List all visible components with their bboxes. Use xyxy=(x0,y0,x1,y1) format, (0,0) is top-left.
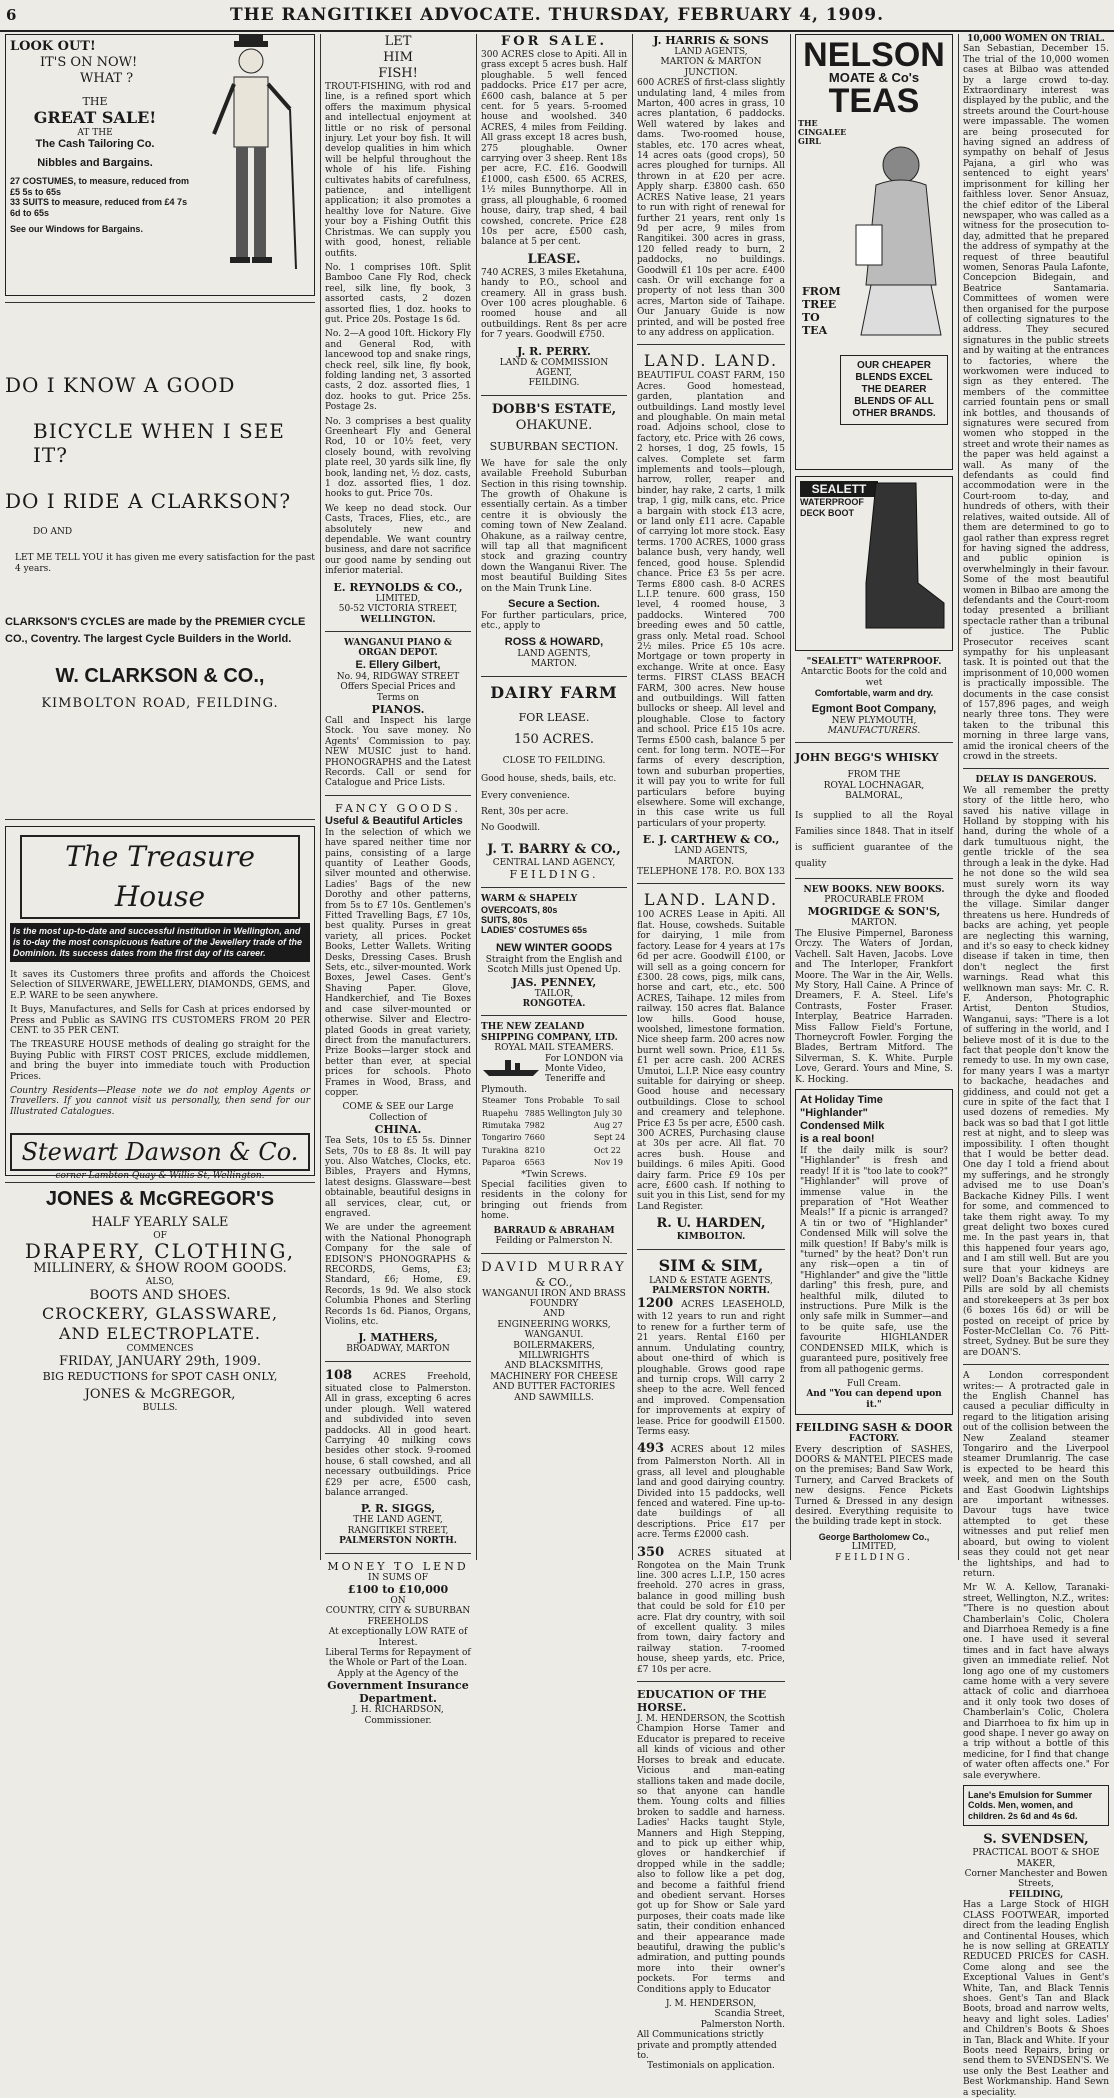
outfit-no3: No. 3 comprises a best quality Greenheart Fly and General Rod, 10 or 10½ feet, very closely bound, with revolving plate reel, 30 yards silk line, fly book, landing net, ½ doz. casts, 1 doz. assorted flies, 1 doz. hooks to gut. Price 70s. xyxy=(325,416,471,500)
useful-articles: Useful & Beautiful Articles xyxy=(325,814,463,827)
suburban-section: SUBURBAN SECTION. xyxy=(489,439,619,453)
tea-girl-illustration-icon xyxy=(846,135,956,335)
ross-town: MARTON. xyxy=(531,659,577,670)
bike-line-3: DO I RIDE A CLARKSON? xyxy=(5,489,292,513)
commences: COMMENCES xyxy=(126,1343,194,1354)
costumes-offer: 27 COSTUMES, to measure, reduced from £5 5s to 65s xyxy=(10,176,190,197)
millinery: MILLINERY, & SHOW ROOM GOODS. xyxy=(33,1261,287,1277)
ship-port xyxy=(546,1132,592,1144)
come-see: COME & SEE our Large Collection of xyxy=(342,1102,454,1123)
table-row xyxy=(481,1108,627,1120)
ship-tons: 7660 xyxy=(524,1133,545,1143)
sash-factory: FACTORY. xyxy=(848,1434,900,1445)
svendsen-corner: Corner Manchester and Bowen Streets, xyxy=(964,1869,1108,1890)
svendsen-town: FEILDING, xyxy=(1008,1889,1064,1900)
svendsen-trade: PRACTICAL BOOT & SHOE MAKER, xyxy=(972,1848,1100,1869)
harris-loc: MARTON & MARTON JUNCTION. xyxy=(660,57,762,78)
sailing-header xyxy=(481,1095,627,1107)
dobbs-text: We have for sale the only available Freehold Suburban Section in this rising township. The growth of Ohakune is essentially certain. As a timber centre it is obviously the coming town of New Zealand. Ohakune, as a railway centre, will tap all that magnificent stock and grazing country down the Wanganui River. The most beautiful Building Sites on the Main Trunk Line. xyxy=(481,458,627,594)
royal-mail: ROYAL MAIL STEAMERS. xyxy=(494,1043,614,1054)
suits-80s: SUITS, 80s xyxy=(481,914,528,925)
jones-mcgregor-ad xyxy=(5,1189,315,1414)
sailing-table xyxy=(481,1095,627,1169)
boots-shoes: BOOTS AND SHOES. xyxy=(89,1287,231,1303)
ship-date: Nov 19 xyxy=(593,1158,623,1168)
ohakune: OHAKUNE. xyxy=(515,417,593,433)
steamer-icon xyxy=(481,1054,541,1078)
special-facilities: Special facilities given to residents in the colony for bringing out friends from home. xyxy=(481,1180,627,1222)
ship-date: Sept 24 xyxy=(593,1133,626,1143)
harris-sub: LAND AGENTS, xyxy=(674,47,748,57)
london-text: A London correspondent writes:— A protracted gale in the English Channel has caused a peculiar difficulty in regard to the litigation arising out of the collision between the New Zealand steamer Tongariro and the Liverpool steamer Drumlanrig. The case is expected to be heard this week, and men on the South and East Goodwin Lightships are important witnesses. Davour tugs have twice attempted to get these witnesses and put relief men aboard, but owing to violent seas they could not get near the lightships, and had to return. xyxy=(963,1371,1109,1579)
acres-108-text: ACRES Freehold, situated close to Palmerston. All in grass, excepting 6 acres under plough. Well watered and subdivided into seven paddocks. All in good heart. Carrying 40 milking cows besides other stock. 9-roomed house, 6 stall cowshed, and all necessary outbuildings. Price £29 per acre, £500 cash, balance arranged. xyxy=(325,1371,471,1498)
david-murray: DAVID MURRAY xyxy=(481,1259,627,1275)
ship-port xyxy=(546,1145,592,1157)
land-heading: LAND. LAND. xyxy=(643,351,779,371)
from-the: FROM THE xyxy=(847,770,901,781)
stewart-address: corner Lambton Quay & Willis St, Wellington. xyxy=(55,1171,265,1182)
carthew-town: MARTON. xyxy=(688,856,734,867)
sim-loc: PALMERSTON NORTH. xyxy=(652,1286,770,1297)
bike-line-2: BICYCLE WHEN I SEE IT? xyxy=(33,419,285,467)
land2-text: 100 ACRES Lease in Apiti. All flat. House, cowsheds. Suitable for dairying, 1 mile from factory. Lease for 4 years at 17s 6d per acre. Goodwill £100, or will sell as a going concern for £300. 28 cows, pigs, milk cans, horse and cart, etc., etc. 500 ACRES, Taihape. 12 miles from railway. 150 acres flat. Balance low hills. Good house, woolshed, limestone formation. Nice sheep farm. 200 acres now burnt well sown. Price, £11 5s. £1 per acre cash. 200 ACRES Umutoi, L.I.P. Nice easy country suitable for dairying or sheep. Good house and necessary outbuildings. Close to school and creamery and telephone. Price £3 5s per acre, £500 cash. 300 ACRES, Purchasing clause at 30s per acre. All flat. 70 acres bush. House and buildings. 6 miles Apiti. Good dairy farm. Price £9 10s per acre, £600 cash. If nothing to suit you in this List, send for my Land Register. xyxy=(637,910,785,1212)
ship-date: Oct 22 xyxy=(593,1145,621,1155)
ship-name: Turakina xyxy=(482,1145,519,1155)
what-heading: WHAT ? xyxy=(80,71,134,86)
jones-sign: JONES & McGREGOR, xyxy=(84,1387,236,1403)
masthead xyxy=(0,0,1114,32)
table-row xyxy=(481,1157,627,1169)
ellery-gilbert: E. Ellery Gilbert, xyxy=(355,658,441,671)
govt-insurance: Government Insurance Department. xyxy=(327,1679,469,1706)
nz-shipping: THE NEW ZEALAND SHIPPING COMPANY, LTD. xyxy=(481,1022,618,1043)
on-label: ON xyxy=(390,1595,406,1606)
fancy-goods: FANCY GOODS. xyxy=(335,801,461,815)
sim2-text: ACRES about 12 miles from Palmerston North. All in grass, all level and ploughable land and good dairying country. Divided into 15 paddocks, well fenced and watered. Fine up-to-date buildings of all descriptions. Price £17 per acre. Terms £2000 cash. xyxy=(637,1445,785,1541)
kellow-text: Mr W. A. Kellow, Taranaki-street, Wellington, N.Z., writes: "There is no question about Chamberlain's Colic, Cholera and Diarrhoea Remedy is a fine one. I have used it several times and in fact have always given an immediate relief. Not long ago one of my customers came home with a very severe attack of colic and diarrhoea and it only took two doses of Chamberlain's Colic, Cholera and Diarrhoea to fix him up in good shape. I never go away on a trip without a bottle of this medicine, for I find that change of water often affects one." For sale everywhere. xyxy=(963,1583,1109,1781)
perry-sub: LAND & COMMISSION AGENT, xyxy=(499,357,609,378)
for-sale-text: 300 ACRES close to Apiti. All in grass except 5 acres bush. Half ploughable. 5 well fenced paddocks. Price £17 per acre, £600 cash, balance at 5 per cent. for 5 years. 5-roomed house and woolshed. 340 ACRES, 4 miles from Feilding. All grass except 18 acres bush, 275 ploughable. Owner carrying over 3 sheep. Rent 18s per acre, F.C. £16. Goodwill £1000, cash £500. 65 ACRES, 1½ miles Bunnythorpe. All in grass, all ploughable, 6 roomed house, dairy, trap shed, 4 bail cowshed, concrete. Price £28 10s per acre, £500 cash, balance at 5 per cent. xyxy=(481,50,627,248)
and-label: AND xyxy=(543,1309,565,1320)
barraud-name: BARRAUD & ABRAHAM xyxy=(493,1225,615,1236)
great-sale-heading: GREAT SALE! xyxy=(33,108,157,127)
further-particulars: For further particulars, price, etc., apply to xyxy=(481,611,627,632)
bike-line-1: DO I KNOW A GOOD xyxy=(5,373,236,397)
bartholomew: George Bartholomew Co., xyxy=(818,1531,930,1542)
ladies-costumes: LADIES' COSTUMES 65s xyxy=(481,925,588,936)
twin-screws: *Twin Screws. xyxy=(521,1169,587,1180)
trout-text: TROUT-FISHING, with rod and line, is a refined sport which offers the maximum physical and intellectual enjoyment at little or no risk of personal injury. Let your boy fish. It will develop qualities in him which will be helpful throughout the whole of his life. Fishing cultivates habits of carefulness, patience, and intelligent application; it also promotes a healthy love for Nature. Give your boy a Fishing Outfit this Christmas. We can supply you with good, honest, reliable outfits. xyxy=(325,82,471,259)
machinery: MACHINERY FOR CHEESE AND BUTTER FACTORIES AND SAWMILLS. xyxy=(490,1371,618,1403)
jones-heading: JONES & McGREGOR'S xyxy=(45,1188,275,1210)
sash-door: FEILDING SASH & DOOR xyxy=(795,1421,953,1435)
iron-foundry: WANGANUI IRON AND BRASS FOUNDRY xyxy=(482,1288,626,1309)
blacksmiths: AND BLACKSMITHS, xyxy=(504,1361,604,1372)
fish-label: FISH! xyxy=(378,66,418,81)
sash-text: Every description of SASHES, DOORS & MANTEL PIECES made on the premises; Band Saw Work, Turnery, and Carved Brackets of new designs. Fence Pickets Turned & Dressed in any design desired. Everything requisite to the building trade kept in stock. xyxy=(795,1444,953,1528)
ship-name: Rimutaka xyxy=(482,1121,521,1131)
also-label: ALSO, xyxy=(145,1277,175,1288)
reynolds-name: E. REYNOLDS & CO., xyxy=(333,580,463,594)
him-label: HIM xyxy=(383,50,413,65)
supplied-text: Is supplied to all the Royal Families since 1848. That in itself is sufficient guarantee of the quality xyxy=(795,810,953,869)
richardson: J. H. RICHARDSON, xyxy=(352,1705,444,1716)
penney-tailor: TAILOR, xyxy=(534,988,574,999)
no-goodwill: No Goodwill. xyxy=(481,823,541,834)
all-communications: All Communications strictly private and promptly attended to. xyxy=(637,2030,777,2062)
sim-sub: LAND & ESTATE AGENTS, xyxy=(649,1275,773,1286)
svendsen-name: S. SVENDSEN, xyxy=(983,1832,1089,1848)
treasure-house-logo: The Treasure House xyxy=(20,835,300,919)
secure-section: Secure a Section. xyxy=(508,598,600,611)
table-row xyxy=(481,1120,627,1132)
stewart-dawson-logo: Stewart Dawson & Co. xyxy=(10,1133,310,1171)
china-text: Tea Sets, 10s to £5 5s. Dinner Sets, 70s to £8 8s. It will pay you. Also Watches, Clocks, etc. Bibles, Prayers and Hymns, latest designs. Glassware—best obtainable, beautiful designs in all services, clear, cut, or engraved. xyxy=(325,1136,471,1219)
reynolds-street: 50-52 VICTORIA STREET, xyxy=(338,604,458,615)
page-number: 6 xyxy=(6,6,17,24)
begg-whisky: JOHN BEGG'S WHISKY xyxy=(795,751,939,765)
clarkson-ad xyxy=(5,373,315,813)
new-plymouth: NEW PLYMOUTH, xyxy=(831,715,917,726)
palmerston-north: Palmerston North. xyxy=(700,2019,785,2030)
header-cell: Probable xyxy=(547,1096,584,1106)
at-the-label: AT THE xyxy=(77,128,113,138)
big-reductions: BIG REDUCTIONS for SPOT CASH ONLY, xyxy=(42,1370,278,1384)
boot-icon xyxy=(846,483,946,633)
pianos-label: PIANOS. xyxy=(371,702,425,716)
china-label: CHINA. xyxy=(374,1123,422,1137)
engineering-works: ENGINEERING WORKS, xyxy=(497,1319,611,1330)
siggs-town: PALMERSTON NORTH. xyxy=(339,1536,457,1547)
teas-heading: TEAS xyxy=(828,82,920,121)
column-5 xyxy=(790,34,958,1563)
cheaper-blends: OUR CHEAPER BLENDS EXCEL THE DEARER BLENDS OF ALL OTHER BRANDS. xyxy=(840,355,948,425)
delay-heading: DELAY IS DANGEROUS. xyxy=(975,775,1097,786)
special-prices: Offers Special Prices and Terms on xyxy=(340,682,456,703)
nelson-heading: NELSON xyxy=(803,36,945,74)
henderson-name: J. M. HENDERSON, xyxy=(665,1999,757,2010)
antarctic-boots: Antarctic Boots for the cold and wet xyxy=(801,667,947,688)
overcoats: OVERCOATS, 80s xyxy=(481,904,558,915)
phonograph-text: We are under the agreement with the National Phonograph Company for the sale of EDISON'S PHONOGRAPHS & RECORDS, Gems, £3; Standard, £6; Home, £9. Records, 1s 9d. We also stock Columbia Phones and Sterling Records 1s 6d. Pianos, Organs, Violins, etc. xyxy=(325,1223,471,1328)
friday-date: FRIDAY, JANUARY 29th, 1909. xyxy=(58,1354,262,1370)
comfortable: Comfortable, warm and dry. xyxy=(814,688,934,699)
freeholds: COUNTRY, CITY & SUBURBAN FREEHOLDS xyxy=(325,1606,471,1627)
newspaper-title: THE RANGITIKEI ADVOCATE. THURSDAY, FEBRUARY 4, 1909. xyxy=(229,5,885,25)
crockery: CROCKERY, GLASSWARE, xyxy=(41,1303,279,1323)
to-label: TO xyxy=(802,311,820,324)
education-horse: EDUCATION OF THE HORSE. xyxy=(637,1688,767,1715)
acres-150: 150 ACRES. xyxy=(513,731,595,747)
delay-text: We all remember the pretty story of the little hero, who saved his native village in Holland by stopping with his hand, during the whole of a dark tumultuous night, the gentle trickle of the sea through a leak in the dyke. Had he not done so the wild sea must surely worn its way through the dyke and flooded the village. Similar danger threatens us here. Hundreds of backs are aching, yet people are neglecting this warning, and it's so easy to check kidney disease if taken in time, then don't neglect the first warnings. Read what this wellknown man says: Mr. C. R. F. Anderson, Photographic Artist, Denton Studios, Wanganui, says: "There is a lot of suffering in the world, and I believe most of it is due to the fact that people don't know the remedy to use. In my own case, for many years I was a martyr to backache, headaches and giddiness, and could not get a cure in spite of the fact that I used dozens of remedies. My back was so bad that I got little rest at night, and to sleep was impossibility. I often thought that I would be better dead. One day I told a friend about my sufferings, and he strongly advised me to use Doan's Backache Kidney Pills. I went for some, and commenced to take them right away. To my great delight two boxes cured me. In the past years in, that this happened four years ago, and I am still well. But are you sure that your kidneys are well? Doan's Backache Kidney Pills are sold by all chemists and storekeepers at 3s per box (6 boxes 16s 6d) or will be posted on receipt of price by Foster-McClellan Co. 76 Pitt-street, Sydney. But be sure they are DOAN'S. xyxy=(963,785,1109,1358)
warm-shapely: WARM & SHAPELY xyxy=(481,894,578,905)
mogridge-town: MARTON. xyxy=(851,918,897,929)
ship-name: Tongariro xyxy=(482,1133,522,1143)
ship-tons: 7982 xyxy=(524,1121,545,1131)
loan-amount: £100 to £10,000 xyxy=(347,1582,449,1596)
let-me-tell: LET ME TELL YOU it has given me every satisfaction for the past 4 years. xyxy=(15,553,315,574)
windows-note: See our Windows for Bargains. xyxy=(10,224,143,235)
depend-upon: And "You can depend upon it." xyxy=(806,1389,942,1410)
sums-of: IN SUMS OF xyxy=(368,1572,428,1583)
boilermakers: BOILERMAKERS, MILLWRIGHTS xyxy=(513,1340,595,1361)
carthew-sub: LAND AGENTS, xyxy=(674,846,748,857)
ship-port: Wellington xyxy=(547,1108,591,1118)
for-lease: FOR LEASE. xyxy=(518,710,590,724)
ross-howard: ROSS & HOWARD, xyxy=(504,635,604,648)
harris-text: 600 ACRES of first-class slightly undulating land, 4 miles from Marton, 400 acres in grass, 10 acres plantation, 6 paddocks. Well watered by lakes and dams. Two-roomed house, stables, etc. 170 acres wheat, 14 acres oats (good crops), 50 acres ploughed for turnips. All thrown in at £20 per acre. Apply sharp. £3800 cash. 650 ACRES Native lease, 21 years to run with right of renewal for further 21 years, rent only 1s 9d per acre, 9 miles from Rangitikei. 300 acres in grass, 120 felled ready to burn, 2 paddocks, no buildings. Goodwill £1 10s per acre. £400 cash. Or will exchange for a property of not less than 300 acres, Marton side of Taihape. Our January Guide is now printed, and will be posted free to any address on application. xyxy=(637,78,785,338)
new-winter-goods: NEW WINTER GOODS xyxy=(495,941,613,954)
kimbolton-road: KIMBOLTON ROAD, FEILDING. xyxy=(41,696,279,712)
good-house: Good house, sheds, bails, etc. xyxy=(481,774,617,785)
do-and: DO AND xyxy=(33,527,73,537)
header-cell: Steamer xyxy=(482,1096,517,1106)
siggs-name: P. R. SIGGS, xyxy=(360,1502,436,1516)
every-convenience: Every convenience. xyxy=(481,790,570,801)
harden-name: R. U. HARDEN, xyxy=(656,1216,766,1232)
perry-town: FEILDING. xyxy=(528,378,580,389)
for-sale-heading: FOR SALE. xyxy=(501,34,607,49)
ship-date: July 30 xyxy=(593,1108,623,1118)
keep-text: We keep no dead stock. Our Casts, Traces, Flies, etc., are absolutely new and dependable. We want country business, and dare not sacrifice our good name by sending out inferior material. xyxy=(325,503,471,577)
cingalee-girl: THE CINGALEE GIRL xyxy=(798,118,847,147)
sim-name: SIM & SIM, xyxy=(658,1255,764,1275)
look-out-heading: LOOK OUT! xyxy=(10,39,96,54)
treasure-p1: It saves its Customers three profits and affords the Choicest Selection of SILVERWARE, JEWELLERY, DIAMONDS, GEMS, and E.P. WARE to be seen anywhere. xyxy=(10,970,310,1001)
piano-call: Call and Inspect his large Stock. You save money. No Agents' Commission to pay. NEW MUSIC just to hand. PHONOGRAPHS and the Latest Records. Call or send for Catalogue and Price Lists. xyxy=(325,715,471,789)
book-list: The Elusive Pimpernel, Baroness Orczy. The Waters of Jordan, Vachell. Salt Haven, Jacobs. Love and The Interloper, Frankfort Moore. The War in the Air, Wells. My Story, Hall Caine. A Prince of Dreamers, F. A. Steel. Life's Contrasts, Foster Fraser. Interplay, Beatrice Harraden. Miss Fallow Field's Fortune, Thorneycroft Fowler. Forging the Blades, Bertram Mitford. The Silverman, S. K. White. Purple Love, Gerard. Yours and Mine, S. K. Hocking. xyxy=(795,928,953,1085)
for-london: For LONDON via Monte Video, Teneriffe and Plymouth. xyxy=(481,1053,624,1095)
outfit-no1: No. 1 comprises 10ft. Split Bamboo Cane Fly Rod, check reel, silk line, fly book, 3 assorted casts, 2 dozen assorted flies, 1 doz. hooks to gut. Price 20s. Postage 1s 6d. xyxy=(325,262,471,325)
outfit-no2: No. 2—A good 10ft. Hickory Fly and General Rod, with lancewood top and snake rings, check reel, silk line, fly book, folding landing net, 3 assorted casts, 2 doz. assorted flies, 1 doz. hooks to gut. Price 25s. Postage 2s. xyxy=(325,329,471,413)
penney-name: JAS. PENNEY, xyxy=(511,975,597,989)
acres-493: 493 xyxy=(637,1441,665,1457)
telephone: TELEPHONE 178. xyxy=(637,867,721,878)
dairy-farm: DAIRY FARM xyxy=(490,682,618,702)
close-feilding: CLOSE TO FEILDING. xyxy=(502,755,606,766)
highlander-ad xyxy=(795,1089,953,1415)
lease-heading: LEASE. xyxy=(527,251,581,267)
land-heading-2: LAND. LAND. xyxy=(643,890,779,910)
column-6 xyxy=(958,34,1114,2098)
po-box: P.O. BOX 133 xyxy=(724,867,785,878)
fancy-text: In the selection of which we have spared neither time nor pains, consisting of a large quantity of Leather Goods, silver mounted and otherwise. Ladies' Bags of the new Dorothy and other patterns, from 5s to £7 10s. Gentlemen's Fitted Travelling Bags, £7 10s, best quality. Purses in great variety, all prices. Pocket Books, Letter Wallets. Writing Desks, Dressing Cases. Brush Sets, etc., silver-mounted. Work Boxes, Jewel Cases. Gent's Shaving Paper. Glove, Handkerchief, and Tie Boxes and case silver-mounted or otherwise. Silver and Electro-plated Goods in great variety, direct from the manufacturers. Prize Books—larger stock and better than ever, at special prices for schools. Photo Frames in Wood, Brass, and copper. xyxy=(325,827,471,1098)
sealett-logo: SEALETT xyxy=(800,481,878,497)
table-row xyxy=(481,1145,627,1157)
column-3 xyxy=(476,34,632,1560)
bartholomew-ltd: LIMITED, xyxy=(851,1542,897,1553)
ship-tons: 6563 xyxy=(524,1158,545,1168)
perry-name: J. R. PERRY. xyxy=(517,344,591,358)
deck-boot: DECK BOOT xyxy=(800,507,854,518)
procurable: PROCURABLE FROM xyxy=(824,895,924,906)
ship-name: Ruapehu xyxy=(482,1108,519,1118)
nelson-moate-ad xyxy=(795,34,953,470)
land-text: BEAUTIFUL COAST FARM, 150 Acres. Good homestead, garden, plantation and outbuildings. Land mostly level and ploughable. On main metal road. Adjoins school, close to factory, etc. Price with 26 cows, 2 horses, 1 dog, 25 fowls, 15 calves. Complete set farm implements and tools—plough, harrow, roller, reaper and binder, hay rake, 2 carts, 1 milk trap, 1 gig, milk cans, etc. Price a bargain with stock £13 acre, or land only £11 acre. Capable of carrying lot more stock. Easy terms. 1700 ACRES, 1000 grass balance bush, very handy, well fenced, good house. Splendid chance. Price £3 5s per acre. Terms £800 cash. 8-0 ACRES L.I.P. tenure. 600 grass, 150 level, 4 roomed house, 3 paddocks. Wintered 700 breeding ewes and 50 cattle, grass only. Metal road. School 2½ miles. Price £5 10s acre. Mortgage or town property in exchange. Write at once. Easy terms. FIRST CLASS BEACH FARM, 300 acres. New house and outbuildings. Will fatten bullocks or sheep. All level and ploughable. Close to factory and school. Price £15 10s acre. Terms £500 cash, balance 5 per cent. for long term. NOTE—For farms of every description, town and suburban properties, it will pay you to write for full particulars before buying elsewhere. Some will exchange, in this case write us full particulars of your property. xyxy=(637,371,785,829)
condensed-milk: Condensed Milk xyxy=(800,1119,885,1132)
egmont-name: Egmont Boot Company, xyxy=(811,702,937,715)
money-to-lend: MONEY TO LEND xyxy=(327,1559,469,1573)
electroplate: AND ELECTROPLATE. xyxy=(58,1323,262,1343)
low-rate: At exceptionally LOW RATE of Interest. xyxy=(328,1627,468,1648)
svendsen-text: Has a Large Stock of HIGH CLASS FOOTWEAR, imported direct from the leading English and Continental Houses, which he is now selling at GREATLY REDUCED PRICES for CASH. Come along and see the Exceptional Values in Gent's White, Tan, and Black Tennis shoes. Gent's Tan and Black Boots, broad and narrow welts, heavy and light soles. Ladies' and Children's Boots & Shoes in Tan, Black and White. If your Boots need Repairs, bring or send them to SVENDSEN'S. We use only the Best Leather and Best Workmanship. Hand Sewn a speciality. xyxy=(963,1900,1109,2098)
ship-name: Paparoa xyxy=(482,1158,516,1168)
dobbs-estate: DOBB'S ESTATE, xyxy=(491,401,617,417)
from-label: FROM xyxy=(802,285,841,298)
bulls: BULLS. xyxy=(142,1403,178,1414)
lease-text: 740 ACRES, 3 miles Eketahuna, handy to P.O., school and creamery. All in grass bush. Over 100 acres ploughable. 6 roomed house and all outbuildings. Rent 8s per acre for 7 years. Goodwill £750. xyxy=(481,267,627,341)
the-label: THE xyxy=(82,95,108,108)
cash-tailoring-name: The Cash Tailoring Co. xyxy=(35,138,155,151)
commissioner: Commissioner. xyxy=(364,1715,432,1726)
david-co: & CO., xyxy=(535,1275,573,1289)
mathers-address: BROADWAY, MARTON xyxy=(346,1344,450,1355)
header-cell: To sail xyxy=(593,1096,620,1106)
carthew-contact xyxy=(637,867,785,877)
clarkson-text: CLARKSON'S CYCLES are made by the PREMIER CYCLE CO., Coventry. The largest Cycle Builders in the World. xyxy=(5,616,306,646)
education-text: J. M. HENDERSON, the Scottish Champion Horse Tamer and Educator is prepared to receive all kinds of vicious and other Horses to break and educate. Vicious and man-eating stallions taken and made docile, so that anyone can handle them. Young colts and fillies broken to saddle and harness. Ladies' Hacks taught Style, Manners and High Stepping, and to pick up either whip, gloves or handkerchief if dropped while in the saddle; also to follow like a pet dog, and become a faithful friend and obedient servant. Horses got up for Show or Sale yard purposes, their coats made like satin, their condition enhanced and their appearance made beautiful, drawing the public's admiration, and putting pounds more into their owner's pockets. For terms and Conditions apply to Educator xyxy=(637,1714,785,1995)
half-yearly: HALF YEARLY SALE xyxy=(91,1215,229,1230)
reynolds-limited: LIMITED, xyxy=(375,593,421,604)
highlander: "Highlander" xyxy=(800,1106,868,1119)
clarkson-name: W. CLARKSON & CO., xyxy=(55,665,265,688)
apply-agency: Apply at the Agency of the xyxy=(337,1668,459,1679)
acres-1200: 1200 xyxy=(637,1296,674,1312)
acres-108-number: 108 xyxy=(325,1367,353,1383)
bartholomew-town: FEILDING. xyxy=(835,1552,913,1563)
sealett-waterproof: "SEALETT" WATERPROOF. xyxy=(806,657,942,667)
acres-350: 350 xyxy=(637,1544,665,1560)
tree-label: TREE xyxy=(802,298,837,311)
let-label: LET xyxy=(384,34,412,49)
treasure-p2: It Buys, Manufactures, and Sells for Cash at prices endorsed by Press and Public as SAVING ITS CUSTOMERS FROM 20 PER CENT. to 35 PER CENT. xyxy=(10,1005,310,1037)
sealett-ad xyxy=(795,476,953,651)
women-text: San Sebastian, December 15. The trial of the 10,000 women cases at Bilbao was attended by a large crowd to-day. Extraordinary interest was displayed by the public, and the streets around the Court-house were impassable. The women are being prosecuted for having signed an address of sympathy on behalf of Jesus Pajana, a girl who was sentenced to eight years' imprisonment for killing her faithless lover. Senor Ansuaz, the chief editor of the Liberal newspaper, who was called as a witness for the prosecution to-day, admitted that he prepared the address of sympathy at the request of three beautiful women, Senoras Paula Lafonte, Concepcion Bidegain, and Beatrice Santamaria. Committees of women were then organised for the purpose of collecting signatures to the address. They secured signatures in the public streets and by waiting at the entrances to factories, where the workwomen were induced to sign as they entered. The members of the committee carried fountain pens or small ink bottles, and thousands of signatures were secured from women who stopped in the street and wrote their names as the paper was held against a wall. As many of the defendants as could find accommodation were in the Court-room to-day, and hundreds of others, with their relatives, waited outside. All of them are determined to go to gaol rather than express regret for having signed the address, and public opinion is overwhelmingly in their favour. Some of the most beautiful women in Bilbao are among the defendants and the Court-room today presented a brilliant spectacle rather than a tribunal of justice. The Public Prosecutor receives scant sympathy for his unpleasant task. It is pointed out that the imprisonment of 10,000 women is practically impossible. The documents in the case consist of 157,896 pages, and weigh nearly three tons. They were taken to the tribunal this morning in three large vans, amid the ironical cheers of the crowd in the streets. xyxy=(963,44,1109,763)
drapery: DRAPERY, CLOTHING, xyxy=(24,1239,296,1264)
waterproof-label: WATERPROOF xyxy=(800,497,864,508)
column-2 xyxy=(320,34,476,1726)
royal-lochnagar: ROYAL LOCHNAGAR, BALMORAL, xyxy=(823,780,925,802)
central-agency: CENTRAL LAND AGENCY, xyxy=(492,857,616,868)
siggs-sub: THE LAND AGENT, xyxy=(353,1515,443,1526)
full-cream: Full Cream. xyxy=(847,1378,901,1389)
straight-mills: Straight from the English and Scotch Mills just Opened Up. xyxy=(485,954,623,976)
ross-sub: LAND AGENTS, xyxy=(517,648,591,659)
its-on-now: IT'S ON NOW! xyxy=(40,55,138,70)
carthew-name: E. J. CARTHEW & CO., xyxy=(642,833,780,847)
barry-town: FEILDING. xyxy=(509,868,599,882)
manufacturers: MANUFACTURERS. xyxy=(827,726,921,737)
mogridge-name: MOGRIDGE & SON'S, xyxy=(807,905,941,919)
ship-tons: 7885 xyxy=(524,1108,545,1118)
of-label: OF xyxy=(153,1231,167,1241)
mathers-name: J. MATHERS, xyxy=(358,1331,438,1345)
rent: Rent, 30s per acre. xyxy=(481,806,569,817)
table-row xyxy=(481,1132,627,1144)
penney-town: RONGOTEA. xyxy=(522,998,586,1009)
moate-co: MOATE & Co's xyxy=(828,70,920,85)
scandia-street: Scandia Street, xyxy=(714,2009,785,2020)
new-books: NEW BOOKS. NEW BOOKS. xyxy=(803,884,945,895)
header-cell: Tons xyxy=(524,1096,544,1106)
women-on-trial: 10,000 WOMEN ON TRIAL. xyxy=(967,34,1105,44)
ship-port xyxy=(546,1120,592,1132)
siggs-street: RANGITIKEI STREET, xyxy=(347,1525,449,1536)
sim3-text: ACRES situated at Rongotea on the Main Trunk line. 300 acres L.I.P., 150 acres freehold. 270 acres in grass, balance in good milling bush that could be sold for £10 per acre. Flat dry country, with soil of excellent quality. 3 miles from town, dairy factory and railway station. 7-roomed house, sheep yards, etc. Price, £7 10s per acre. xyxy=(637,1548,785,1675)
real-boon: is a real boon! xyxy=(800,1132,875,1145)
liberal-terms: Liberal Terms for Repayment of the Whole or Part of the Loan. xyxy=(325,1648,471,1669)
suits-offer: 33 SUITS to measure, reduced from £4 7s 6d to 65s xyxy=(10,197,188,218)
treasure-banner: Is the most up-to-date and successful institution in Wellington, and is to-day the most conspicuous feature of the Jewellery trade of the Dominion. Its success dates from the first day of its career. xyxy=(10,923,310,962)
ship-port xyxy=(546,1157,592,1169)
sim1-text: ACRES LEASEHOLD, with 12 years to run and right to renew for a further term of 21 years. Rental £160 per annum. Undulating country, about one-third of which is ploughable. Grows good rape and turnip crops. Will carry 2 sheep to the acre. Well fenced and improved. Compensation for improvements at expiry of lease. Price for goodwill £1500. Terms easy. xyxy=(637,1300,785,1437)
ship-date: Aug 27 xyxy=(593,1121,623,1131)
cash-tailoring-ad xyxy=(5,34,315,296)
column-1 xyxy=(0,34,320,1560)
gentleman-illustration-icon xyxy=(196,39,306,279)
harris-name: J. HARRIS & SONS xyxy=(653,34,769,47)
holiday-time: At Holiday Time xyxy=(800,1093,883,1106)
piano-depot: WANGANUI PIANO & ORGAN DEPOT. xyxy=(343,637,453,659)
nibbles-bargains: Nibbles and Bargains. xyxy=(37,157,153,170)
barry-name: J. T. BARRY & CO., xyxy=(487,841,621,857)
wanganui-town: WANGANUI. xyxy=(524,1330,584,1341)
harden-town: KIMBOLTON. xyxy=(676,1232,746,1243)
barraud-loc: Feilding or Palmerston N. xyxy=(495,1236,613,1247)
treasure-p3: The TREASURE HOUSE methods of dealing go straight for the Buying Public with FIRST COST PRICES, exclude middlemen, and bring the buyer into immediate touch with Production Prices. xyxy=(10,1040,310,1082)
ridgway-street: No. 94, RIDGWAY STREET xyxy=(336,671,460,682)
ship-tons: 8210 xyxy=(524,1145,545,1155)
treasure-p4: Country Residents—Please note we do not employ Agents or Travellers. If you cannot visit us personally, then send for our Illustrated Catalogues. xyxy=(10,1086,310,1117)
highlander-text: If the daily milk is sour? "Highlander" is fresh and ready! If it is "too late to cook?" "Highlander" will prove of immense value in the preparation of "Hot Weather Meals!" If a picnic is arranged? A tin or two of "Highlander" Condensed Milk will solve the milk question! If Baby's milk is "turned" by the heat? Don't run any risk—open a tin of "Highlander" and give the "little darling" this fresh, pure, and healthful milk, diluted to instructions. Pure Milk is the only safe milk in Summer—and to be quite safe, use the favourite HIGHLANDER CONDENSED MILK, which is guaranteed pure, positively free from all pathogenic germs. xyxy=(800,1145,948,1375)
reynolds-city: WELLINGTON. xyxy=(360,614,436,625)
treasure-house-ad xyxy=(5,826,315,1182)
tea-label: TEA xyxy=(802,324,828,337)
lanes-emulsion: Lane's Emulsion for Summer Colds. Men, women, and children. 2s 6d and 4s 6d. xyxy=(963,1785,1109,1826)
column-4 xyxy=(632,34,790,2072)
testimonials: Testimonials on application. xyxy=(647,2061,775,2072)
